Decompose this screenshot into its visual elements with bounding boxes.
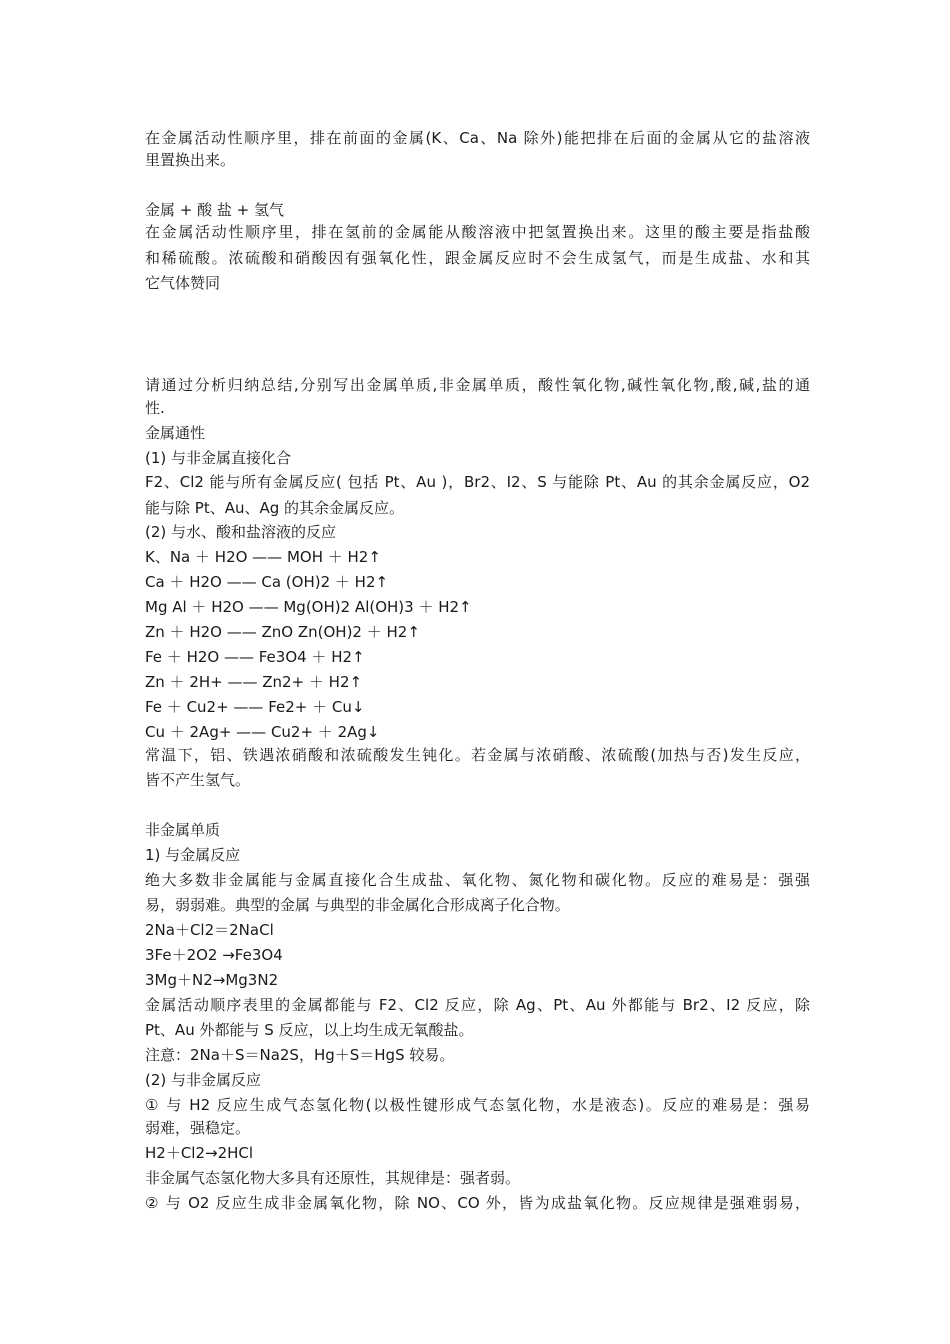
text-line: Zn ＋ H2O —— ZnO Zn(OH)2 ＋ H2↑ [145,623,420,641]
text-line: 在金属活动性顺序里，排在氢前的金属能从酸溶液中把氢置换出来。这里的酸主要是指盐酸 [145,223,810,241]
text-line: 里置换出来。 [145,151,236,169]
text-line: 它气体赞同 [145,274,221,292]
text-line: ② 与 O2 反应生成非金属氧化物，除 NO、CO 外，皆为成盐氧化物。反应规律是强难弱易， [145,1194,810,1212]
text-line: (2) 与非金属反应 [145,1071,262,1089]
text-line: H2＋Cl2→2HCl [145,1144,254,1162]
text-line: 1) 与金属反应 [145,846,241,864]
text-line: 和稀硫酸。浓硫酸和硝酸因有强氧化性，跟金属反应时不会生成氢气，而是生成盐、水和其 [145,249,810,267]
text-line: 请通过分析归纳总结,分别写出金属单质,非金属单质，酸性氧化物,碱性氧化物,酸,碱,盐的通 [145,376,810,394]
text-line: 皆不产生氢气。 [145,771,251,789]
text-line: 3Mg＋N2→Mg3N2 [145,971,279,989]
text-line: 在金属活动性顺序里，排在前面的金属(K、Ca、Na 除外)能把排在后面的金属从它的盐溶液 [145,129,810,147]
text-line: 2Na＋Cl2＝2NaCl [145,921,274,939]
text-line: Zn ＋ 2H+ —— Zn2+ ＋ H2↑ [145,673,363,691]
text-line: 金属活动顺序表里的金属都能与 F2、Cl2 反应，除 Ag、Pt、Au 外都能与 Br2、I2 反应，除 [145,996,810,1014]
text-line: 非金属单质 [145,821,221,839]
text-line: K、Na ＋ H2O —— MOH ＋ H2↑ [145,548,381,566]
text-line: Cu ＋ 2Ag+ —— Cu2+ ＋ 2Ag↓ [145,723,380,741]
text-line: 能与除 Pt、Au、Ag 的其余金属反应。 [145,499,405,517]
text-line: 3Fe＋2O2 →Fe3O4 [145,946,283,964]
text-line: 常温下，铝、铁遇浓硝酸和浓硫酸发生钝化。若金属与浓硝酸、浓硫酸(加热与否)发生反应， [145,746,810,764]
text-line: ① 与 H2 反应生成气态氢化物(以极性键形成气态氢化物，水是液态)。反应的难易是：强易 [145,1096,810,1114]
text-line: 弱难，强稳定。 [145,1119,251,1137]
text-line: (1) 与非金属直接化合 [145,449,292,467]
text-line: 注意：2Na＋S＝Na2S，Hg＋S＝HgS 较易。 [145,1046,455,1064]
text-line: Fe ＋ H2O —— Fe3O4 ＋ H2↑ [145,648,365,666]
text-line: Mg Al ＋ H2O —— Mg(OH)2 Al(OH)3 ＋ H2↑ [145,598,472,616]
text-line: Fe ＋ Cu2+ —— Fe2+ ＋ Cu↓ [145,698,365,716]
text-line: 非金属气态氢化物大多具有还原性，其规律是：强者弱。 [145,1169,521,1187]
text-line: 易，弱弱难。典型的金属 与典型的非金属化合形成离子化合物。 [145,896,570,914]
text-line: 金属通性 [145,424,206,442]
text-line: 金属 + 酸 盐 + 氢气 [145,201,284,219]
text-line: (2) 与水、酸和盐溶液的反应 [145,523,337,541]
text-line: 绝大多数非金属能与金属直接化合生成盐、氧化物、氮化物和碳化物。反应的难易是：强强 [145,871,810,889]
text-line: F2、Cl2 能与所有金属反应( 包括 Pt、Au )，Br2、I2、S 与能除 Pt、Au 的其余金属反应，O2 [145,473,810,491]
text-line: 性. [145,399,165,417]
text-line: Pt、Au 外都能与 S 反应，以上均生成无氧酸盐。 [145,1021,474,1039]
text-line: Ca ＋ H2O —— Ca (OH)2 ＋ H2↑ [145,573,389,591]
